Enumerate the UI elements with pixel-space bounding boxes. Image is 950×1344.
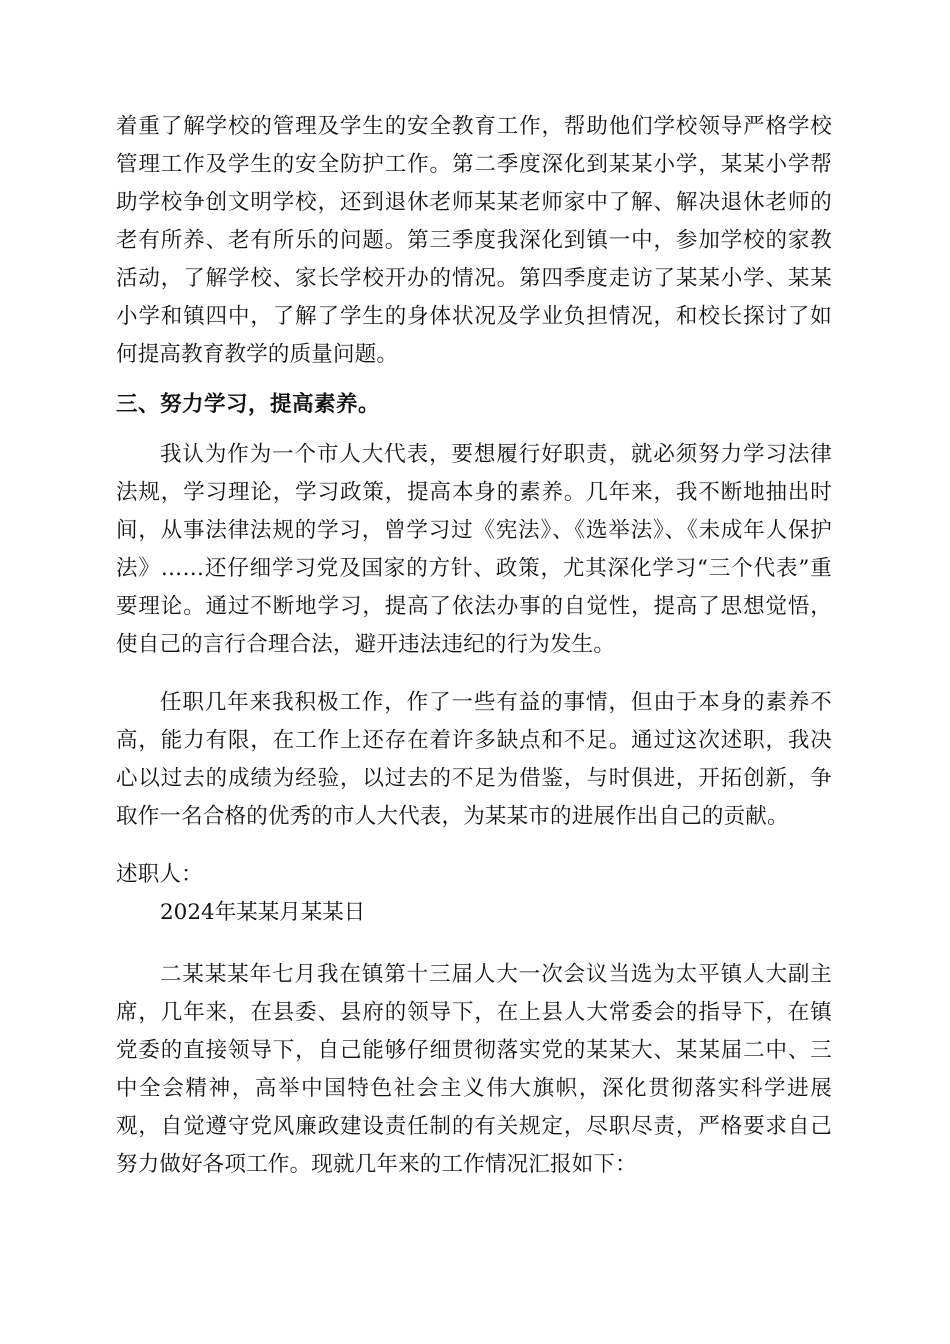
paragraph-school-visits: 着重了解学校的管理及学生的安全教育工作，帮助他们学校领导严格学校管理工作及学生的安全防护工作。第二季度深化到某某小学，某某小学帮助学校争创文明学校，还到退休老师某某老师家中了解、解决退休老师的老有所养、老有所乐的问题。第三季度我深化到镇一中，参加学校的家教活动，了解学校、家长学校开办的情况。第四季度走访了某某小学、某某小学和镇四中，了解了学生的身体状况及学业负担情况，和校长探讨了如何提高教育教学的质量问题。 <box>116 114 832 367</box>
section-heading-study: 三、努力学习，提高素养。 <box>116 392 381 417</box>
paragraph-conclusion: 任职几年来我积极工作，作了一些有益的事情，但由于本身的素养不高，能力有限，在工作上还存在着许多缺点和不足。通过这次述职，我决心以过去的成绩为经验，以过去的不足为借鉴，与时俱进，开拓创新，争取作一名合格的优秀的市人大代表，为某某市的进展作出自己的贡献。 <box>116 690 832 829</box>
report-date: 2024年某某月某某日 <box>160 900 366 925</box>
document-body <box>116 108 832 1184</box>
signature-label: 述职人： <box>116 862 203 887</box>
paragraph-study-laws: 我认为作为一个市人大代表，要想履行好职责，就必须努力学习法律法规，学习理论，学习政策，提高本身的素养。几年来，我不断地抽出时间，从事法律法规的学习，曾学习过《宪法》、《选举法》、《未成年人保护法》……还仔细学习党及国家的方针、政策，尤其深化学习“三个代表”重要理论。通过不断地学习，提高了依法办事的自觉性，提高了思想觉悟，使自己的言行合理合法，避开违法违纪的行为发生。 <box>116 442 832 657</box>
paragraph-vice-chair-intro: 二某某某年七月我在镇第十三届人大一次会议当选为太平镇人大副主席，几年来，在县委、县府的领导下，在上县人大常委会的指导下，在镇党委的直接领导下，自己能够仔细贯彻落实党的某某大、某某届二中、三中全会精神，高举中国特色社会主义伟大旗帜，深化贯彻落实科学进展观，自觉遵守党风廉政建设责任制的有关规定，尽职尽责，严格要求自己努力做好各项工作。现就几年来的工作情况汇报如下： <box>116 962 832 1177</box>
